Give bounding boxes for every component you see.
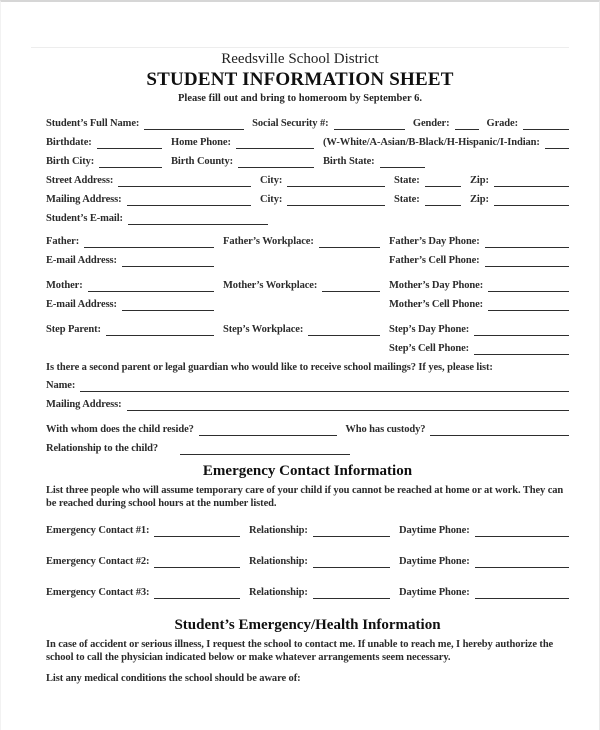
emergency-section-title: Emergency Contact Information [202,463,413,479]
mothers-workplace-field[interactable] [322,280,380,292]
label-steps-day-phone: Step’s Day Phone: [389,324,470,335]
health-section-title: Student’s Emergency/Health Information [174,617,441,633]
emergency-contact-3-field[interactable] [154,587,240,599]
daytime-phone-3-field[interactable] [475,587,569,599]
relationship-child-field[interactable] [180,443,350,455]
emergency-contact-1-field[interactable] [154,525,240,537]
top-divider [31,47,569,48]
cell-empty [223,254,389,267]
label-daytime-phone: Daytime Phone: [399,556,470,567]
label-relationship: Relationship: [249,556,308,567]
row-reside-custody [46,423,569,436]
mothers-day-phone-field[interactable] [488,280,569,292]
relationship-2-field[interactable] [313,556,390,568]
cell-street-address [46,174,260,187]
row-street-address [46,174,569,187]
row-student-email [46,212,569,225]
row-student-identity [46,117,569,130]
cell-step-day-phone [389,323,569,336]
steps-cell-phone-field[interactable] [474,343,569,355]
cell-father [46,235,223,248]
daytime-phone-1-field[interactable] [475,525,569,537]
emergency-section-description: List three people who will assume temporary care of your child if you cannot be reached at home or at work. They can be reached during school hours at the number listed. [46,485,564,509]
form-body [1,104,599,685]
row-second-parent-name [46,379,569,392]
form-header [1,51,599,104]
street-state-field[interactable] [425,175,461,187]
cell-daytime-phone-3 [399,586,569,599]
gender-field[interactable] [455,118,479,130]
cell-mailing-zip [470,193,569,206]
steps-day-phone-field[interactable] [474,324,569,336]
daytime-phone-2-field[interactable] [475,556,569,568]
grade-field[interactable] [523,118,569,130]
cell-mailing-address [46,193,260,206]
label-step-parent: Step Parent: [46,324,101,335]
cell-emergency-contact-3 [46,586,249,599]
row-emergency-contact-3 [46,586,569,599]
cell-step-parent [46,323,223,336]
row-step-parent [46,323,569,336]
cell-relationship-2 [249,555,399,568]
label-state: State: [394,175,420,186]
label-mothers-workplace: Mother’s Workplace: [223,280,318,291]
row-father-contact [46,254,569,267]
social-security-field[interactable] [334,118,405,130]
street-city-field[interactable] [287,175,385,187]
label-name: Name: [46,380,76,391]
cell-empty [223,298,389,311]
father-email-field[interactable] [122,255,214,267]
label-fathers-cell-phone: Father’s Cell Phone: [389,255,480,266]
cell-daytime-phone-1 [399,524,569,537]
second-parent-name-field[interactable] [80,380,569,392]
label-email-address: E-mail Address: [46,299,117,310]
cell-home-phone [171,136,323,149]
student-email-field[interactable] [128,213,268,225]
cell-relationship-1 [249,524,399,537]
cell-race [323,136,569,149]
cell-empty [46,342,223,355]
cell-father-cell-phone [389,254,569,267]
label-steps-cell-phone: Step’s Cell Phone: [389,343,470,354]
label-fathers-workplace: Father’s Workplace: [223,236,314,247]
label-mailing-address: Mailing Address: [46,194,122,205]
cell-father-workplace [223,235,389,248]
label-home-phone: Home Phone: [171,137,231,148]
cell-birth-city [46,155,171,168]
label-birthdate: Birthdate: [46,137,92,148]
mailing-zip-field[interactable] [494,194,569,206]
row-mother [46,279,569,292]
label-birth-county: Birth County: [171,156,233,167]
district-name: Reedsville School District [221,51,379,67]
step-parent-field[interactable] [106,324,214,336]
row-emergency-contact-2 [46,555,569,568]
label-mothers-day-phone: Mother’s Day Phone: [389,280,484,291]
father-field[interactable] [84,236,214,248]
birth-city-field[interactable] [99,156,162,168]
label-birth-state: Birth State: [323,156,375,167]
form-subtitle: Please fill out and bring to homeroom by September 6. [177,93,423,104]
label-gender: Gender: [412,118,450,129]
cell-mother-cell-phone [389,298,569,311]
cell-father-email [46,254,223,267]
mailing-address-field[interactable] [127,194,251,206]
label-mailing-address: Mailing Address: [46,399,122,410]
cell-father-day-phone [389,235,569,248]
cell-mother [46,279,223,292]
mailing-state-field[interactable] [425,194,461,206]
label-daytime-phone: Daytime Phone: [399,587,470,598]
cell-street-zip [470,174,569,187]
cell-step-workplace [223,323,389,336]
steps-workplace-field[interactable] [308,324,380,336]
cell-mother-workplace [223,279,389,292]
cell-mother-email [46,298,223,311]
label-state: State: [394,194,420,205]
birthdate-field[interactable] [97,137,162,149]
home-phone-field[interactable] [236,137,314,149]
row-emergency-contact-1 [46,524,569,537]
row-mother-contact [46,298,569,311]
cell-mailing-state [394,193,470,206]
cell-step-cell-phone [389,342,569,355]
cell-emergency-contact-1 [46,524,249,537]
cell-emergency-contact-2 [46,555,249,568]
label-student-full-name: Student’s Full Name: [46,118,140,129]
label-city: City: [260,175,283,186]
label-birth-city: Birth City: [46,156,95,167]
label-grade: Grade: [486,118,518,129]
street-address-field[interactable] [118,175,251,187]
label-steps-workplace: Step’s Workplace: [223,324,304,335]
second-parent-question: Is there a second parent or legal guardian who would like to receive school mailings? If yes, please list: [46,362,493,373]
street-zip-field[interactable] [494,175,569,187]
row-mailing-address [46,193,569,206]
row-second-parent-mailing [46,398,569,411]
cell-street-state [394,174,470,187]
mailing-city-field[interactable] [287,194,385,206]
custody-field[interactable] [430,424,569,436]
label-emergency-contact-3: Emergency Contact #3: [46,587,150,598]
label-mothers-cell-phone: Mother’s Cell Phone: [389,299,484,310]
fathers-cell-phone-field[interactable] [485,255,569,267]
label-relationship-child: Relationship to the child? [46,443,159,454]
relationship-1-field[interactable] [313,525,390,537]
second-parent-mailing-field[interactable] [127,399,569,411]
label-student-email: Student’s E-mail: [46,213,123,224]
cell-birth-county [171,155,323,168]
row-father [46,235,569,248]
birth-county-field[interactable] [238,156,314,168]
cell-relationship-3 [249,586,399,599]
mother-email-field[interactable] [122,299,214,311]
cell-empty [223,342,389,355]
label-zip: Zip: [470,175,489,186]
reside-field[interactable] [199,424,338,436]
label-emergency-contact-1: Emergency Contact #1: [46,525,150,536]
row-relationship-child [46,442,569,455]
label-mother: Mother: [46,280,83,291]
label-father: Father: [46,236,80,247]
race-field[interactable] [545,137,569,149]
emergency-contact-2-field[interactable] [154,556,240,568]
cell-birthdate [46,136,171,149]
label-race-codes: (W-White/A-Asian/B-Black/H-Hispanic/I-Indian: [323,137,540,148]
label-custody-question: Who has custody? [345,424,426,435]
cell-birth-state [323,155,569,168]
student-full-name-field[interactable] [144,118,244,130]
label-relationship: Relationship: [249,587,308,598]
form-title: STUDENT INFORMATION SHEET [146,69,454,90]
cell-daytime-phone-2 [399,555,569,568]
mother-field[interactable] [88,280,214,292]
label-zip: Zip: [470,194,489,205]
label-street-address: Street Address: [46,175,114,186]
relationship-3-field[interactable] [313,587,390,599]
birth-state-field[interactable] [380,156,425,168]
label-city: City: [260,194,283,205]
label-fathers-day-phone: Father’s Day Phone: [389,236,480,247]
emergency-contact-rows [46,524,569,599]
medical-conditions-prompt: List any medical conditions the school should be aware of: [46,673,301,684]
label-email-address: E-mail Address: [46,255,117,266]
label-social-security: Social Security #: [252,118,329,129]
cell-street-city [260,174,394,187]
label-reside-question: With whom does the child reside? [46,424,194,435]
health-section-description: In case of accident or serious illness, I request the school to contact me. If unable to reach me, I hereby authorize the school to call the physician indicated below or make whatever arrangements seem necessary. [46,639,554,663]
fathers-workplace-field[interactable] [319,236,380,248]
label-emergency-contact-2: Emergency Contact #2: [46,556,150,567]
row-birthdate [46,136,569,149]
fathers-day-phone-field[interactable] [485,236,569,248]
row-birthplace [46,155,569,168]
mothers-cell-phone-field[interactable] [488,299,569,311]
row-step-cell [46,342,569,355]
label-daytime-phone: Daytime Phone: [399,525,470,536]
cell-mother-day-phone [389,279,569,292]
label-relationship: Relationship: [249,525,308,536]
cell-mailing-city [260,193,394,206]
